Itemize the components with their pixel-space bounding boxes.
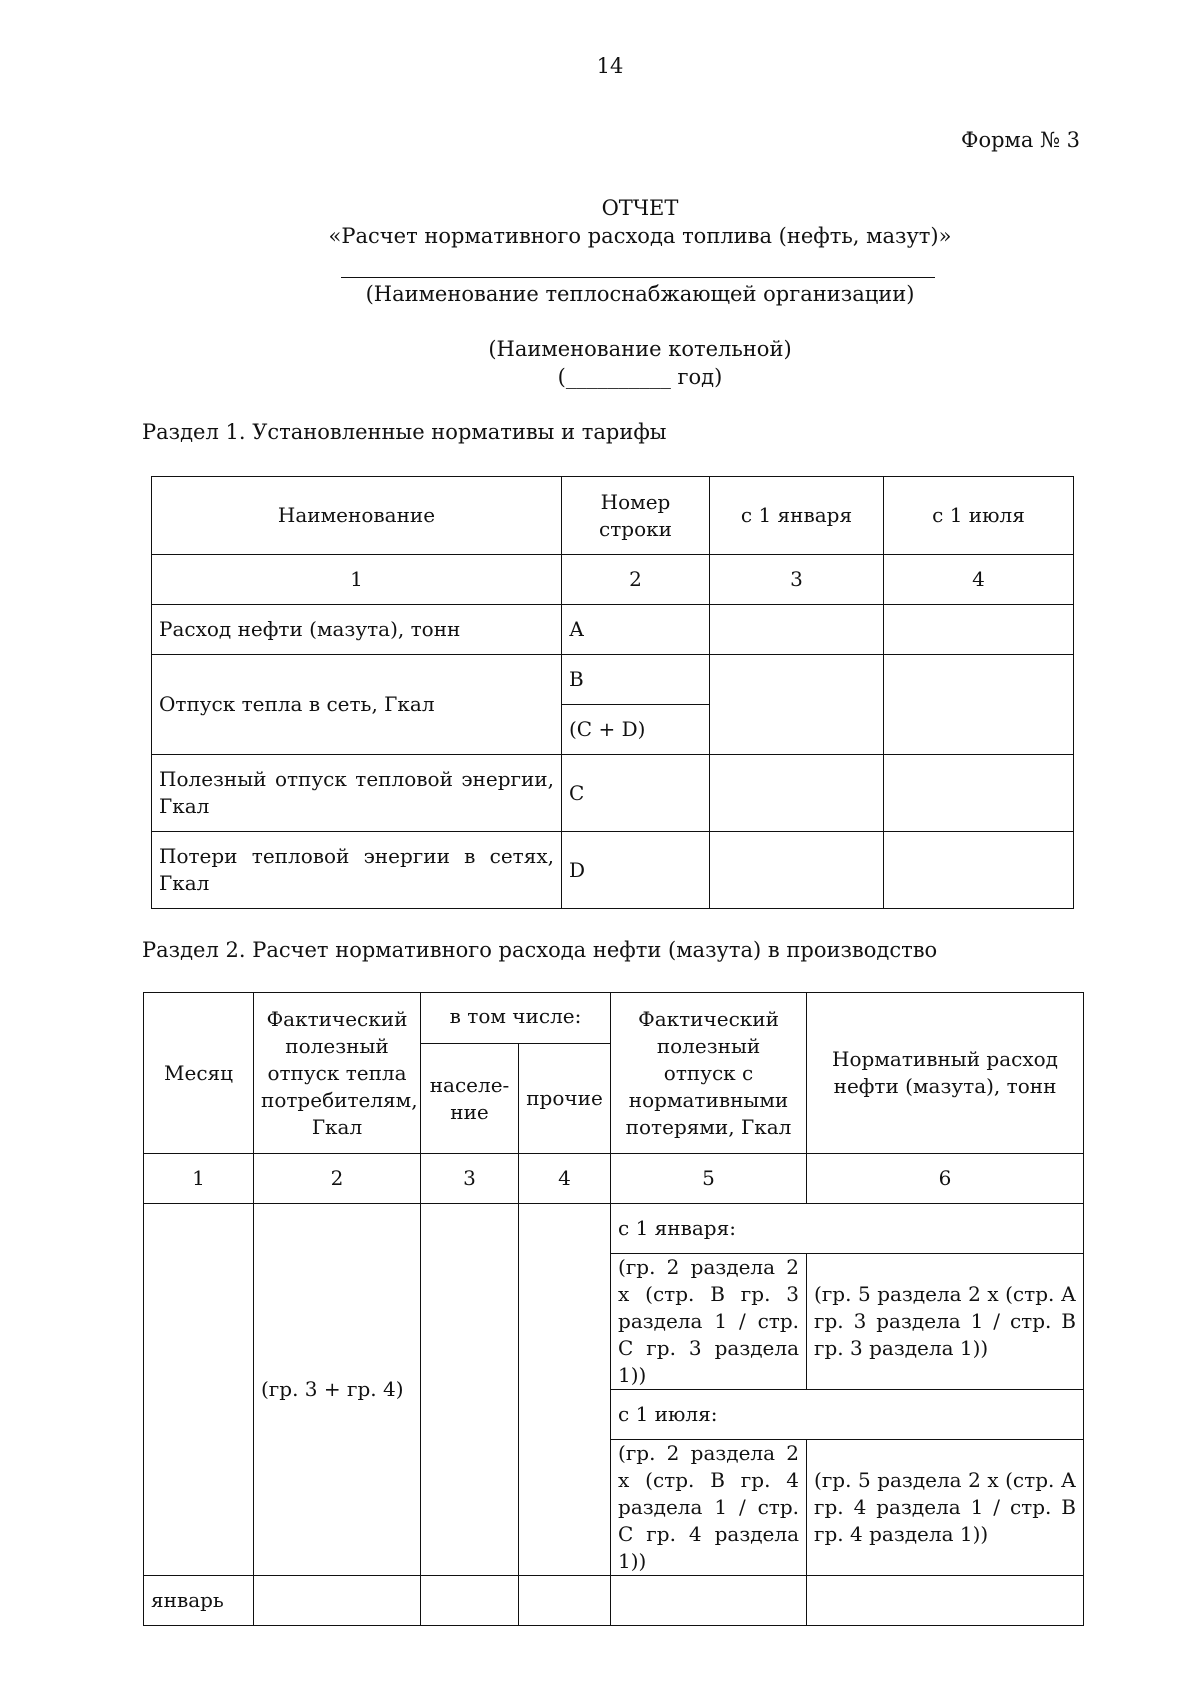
s1-row-losses-name: Потери тепловой энергии в сетях, Гкал [152, 832, 562, 909]
org-name-line [341, 277, 935, 278]
s1-row-fuel-code: А [562, 605, 710, 655]
s2-jan-label: с 1 января: [611, 1204, 1084, 1254]
s2-header-other: прочие [519, 1044, 611, 1154]
s2-row-january-month: январь [144, 1576, 254, 1626]
s1-row-fuel-name: Расход нефти (мазута), тонн [152, 605, 562, 655]
s1-col-number-1: 1 [152, 555, 562, 605]
s1-row-heat-out-code-cd: (С + D) [562, 705, 710, 755]
s2-header-including: в том числе: [421, 993, 611, 1044]
s2-row-january-col5 [611, 1576, 807, 1626]
s2-row-january-col3 [421, 1576, 519, 1626]
s2-col-number-5: 5 [611, 1154, 807, 1204]
s2-jan-col5: (гр. 2 раздела 2 х (стр. В гр. 3 раздела 1 / стр. С гр. 3 раздела 1)) [611, 1254, 807, 1390]
s2-formula-col2: (гр. 3 + гр. 4) [254, 1204, 421, 1576]
s1-row-heat-out-name: Отпуск тепла в сеть, Гкал [152, 655, 562, 755]
s1-row-fuel-jan [710, 605, 884, 655]
section2-heading: Раздел 2. Расчет нормативного расхода нефти (мазута) в производство [142, 938, 938, 962]
s1-col-number-4: 4 [884, 555, 1074, 605]
s2-jul-col5: (гр. 2 раздела 2 х (стр. В гр. 4 раздела 1 / стр. С гр. 4 раздела 1)) [611, 1440, 807, 1576]
page-number: 14 [596, 54, 624, 78]
s2-header-actual-useful: Фактический полезный отпуск тепла потребителям, Гкал [254, 993, 421, 1154]
s1-row-fuel-jul [884, 605, 1074, 655]
s2-jul-col6: (гр. 5 раздела 2 х (стр. А гр. 4 раздела 1 / стр. В гр. 4 раздела 1)) [807, 1440, 1084, 1576]
s2-col-number-2: 2 [254, 1154, 421, 1204]
s2-jan-col6: (гр. 5 раздела 2 х (стр. А гр. 3 раздела 1 / стр. В гр. 3 раздела 1)) [807, 1254, 1084, 1390]
report-subtitle: «Расчет нормативного расхода топлива (нефть, мазут)» [328, 224, 952, 248]
section2-table [143, 992, 1084, 1626]
s1-row-losses-jan [710, 832, 884, 909]
s1-col-number-3: 3 [710, 555, 884, 605]
s1-row-useful-code: С [562, 755, 710, 832]
s2-header-population: населе-ние [421, 1044, 519, 1154]
s2-row-january-col4 [519, 1576, 611, 1626]
boiler-name-caption: (Наименование котельной) [488, 337, 792, 361]
s2-jul-label: с 1 июля: [611, 1390, 1084, 1440]
s2-header-month: Месяц [144, 993, 254, 1154]
s2-col-number-3: 3 [421, 1154, 519, 1204]
s2-header-norm-fuel: Нормативный расход нефти (мазута), тонн [807, 993, 1084, 1154]
s1-header-row-number: Номер строки [562, 477, 710, 555]
s1-row-useful-jul [884, 755, 1074, 832]
form-label: Форма № 3 [961, 128, 1080, 152]
s2-formula-col3 [421, 1204, 519, 1576]
s1-row-losses-jul [884, 832, 1074, 909]
s2-col-number-1: 1 [144, 1154, 254, 1204]
s1-row-heat-out-jul [884, 655, 1074, 755]
s1-col-number-2: 2 [562, 555, 710, 605]
org-name-caption: (Наименование теплоснабжающей организации) [365, 282, 915, 306]
s1-row-heat-out-jan [710, 655, 884, 755]
s1-row-losses-code: D [562, 832, 710, 909]
section1-heading: Раздел 1. Установленные нормативы и тарифы [142, 420, 667, 444]
s2-header-actual-with-losses: Фактический полезный отпуск с нормативными потерями, Гкал [611, 993, 807, 1154]
report-title: ОТЧЕТ [601, 196, 679, 220]
s2-row-january-col6 [807, 1576, 1084, 1626]
s1-header-jul: с 1 июля [884, 477, 1074, 555]
s1-row-useful-jan [710, 755, 884, 832]
s1-row-useful-name: Полезный отпуск тепловой энергии, Гкал [152, 755, 562, 832]
year-line: (__________ год) [557, 365, 723, 389]
s2-formula-month [144, 1204, 254, 1576]
s2-col-number-6: 6 [807, 1154, 1084, 1204]
s1-header-jan: с 1 января [710, 477, 884, 555]
s2-formula-col4 [519, 1204, 611, 1576]
section1-table [151, 476, 1074, 909]
s2-col-number-4: 4 [519, 1154, 611, 1204]
s2-row-january-col2 [254, 1576, 421, 1626]
s1-row-heat-out-code-b: В [562, 655, 710, 705]
s1-header-name: Наименование [152, 477, 562, 555]
